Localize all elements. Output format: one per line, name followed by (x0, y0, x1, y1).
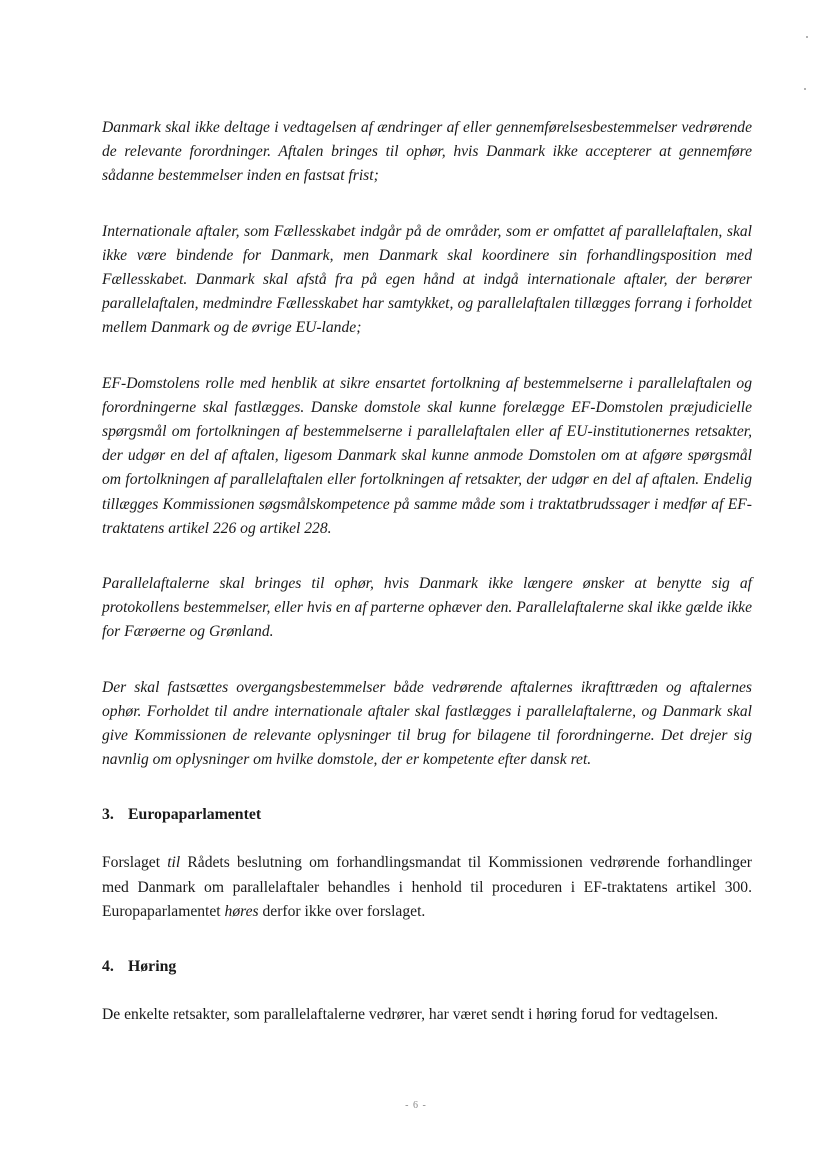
section-number: 4. (102, 958, 114, 976)
section-number: 3. (102, 806, 114, 824)
section-heading-horing (102, 955, 752, 979)
text-run: Rådets beslutning om forhandlingsmandat til Kommissionen vedrørende forhandlinger med Danmark om parallelaftaler behandles i henhold til proceduren i EF-traktatens artikel 300. Europaparlamentet (102, 854, 752, 920)
scan-speck (806, 36, 808, 38)
text-run-emphasis: til (167, 854, 181, 872)
section-heading-europaparlamentet (102, 803, 752, 827)
scan-speck (804, 88, 806, 90)
paragraph-amendments: Danmark skal ikke deltage i vedtagelsen af ændringer af eller gennemførelsesbestemmelser vedrørende de relevante forordninger. Aftalen bringes til ophør, hvis Danmark ikke accepterer at gennemføre sådanne bestemmelser inden en fastsat frist; (102, 119, 752, 185)
text-run: derfor ikke over forslaget. (258, 902, 426, 920)
page-number: - 6 - (405, 1100, 427, 1111)
document-body (102, 116, 752, 1058)
paragraph-court-of-justice: EF-Domstolens rolle med henblik at sikre ensartet fortolkning af bestemmelserne i parallelaftalen og forordningerne skal fastlægges. Danske domstole skal kunne forelægge EF-Domstolen præjudicielle spørgsmål om fortolkningen af bestemmelserne i parallelaftalen eller af EU-institutionernes retsakter, der udgør en del af aftalen, ligesom Danmark skal kunne anmode Domstolen om at afgøre spørgsmål om fortolkningen af parallelaftalen eller fortolkningen af retsakter, der udgør en del af aftalen. Endelig tillægges Kommissionen søgsmålskompetence på samme måde som i traktatbrudssager i medfør af EF-traktatens artikel 226 og artikel 228. (102, 374, 752, 537)
section-title: Europaparlamentet (128, 806, 262, 824)
text-run-emphasis: høres (224, 902, 259, 920)
paragraph-horing: De enkelte retsakter, som parallelaftalerne vedrører, har været sendt i høring forud for vedtagelsen. (102, 1006, 719, 1024)
paragraph-international-agreements: Internationale aftaler, som Fællesskabet indgår på de områder, som er omfattet af parallelaftalen, skal ikke være bindende for Danmark, men Danmark skal koordinere sin forhandlingsposition med Fællesskabet. Danmark skal afstå fra på egen hånd at indgå internationale aftaler, der berører parallelaftalen, medmindre Fællesskabet har samtykket, og parallelaftalen tillægges forrang i forholdet mellem Danmark og de øvrige EU-lande; (102, 222, 752, 337)
paragraph-termination: Parallelaftalerne skal bringes til ophør, hvis Danmark ikke længere ønsker at benytte sig af protokollens bestemmelser, eller hvis en af parterne ophæver den. Parallelaftalerne skal ikke gælde ikke for Færøerne og Grønland. (102, 575, 752, 641)
paragraph-transitional-provisions: Der skal fastsættes overgangsbestemmelser både vedrørende aftalernes ikrafttræden og aftalernes ophør. Forholdet til andre internationale aftaler skal fastlægges i parallelaftalerne, og Danmark skal give Kommissionen de relevante oplysninger til brug for bilagene til forordningerne. Det drejer sig navnlig om oplysninger om hvilke domstole, der er kompetente efter dansk ret. (102, 678, 752, 769)
text-run: Forslaget (102, 854, 168, 872)
paragraph-europaparlamentet (102, 851, 752, 924)
section-title: Høring (128, 958, 177, 976)
